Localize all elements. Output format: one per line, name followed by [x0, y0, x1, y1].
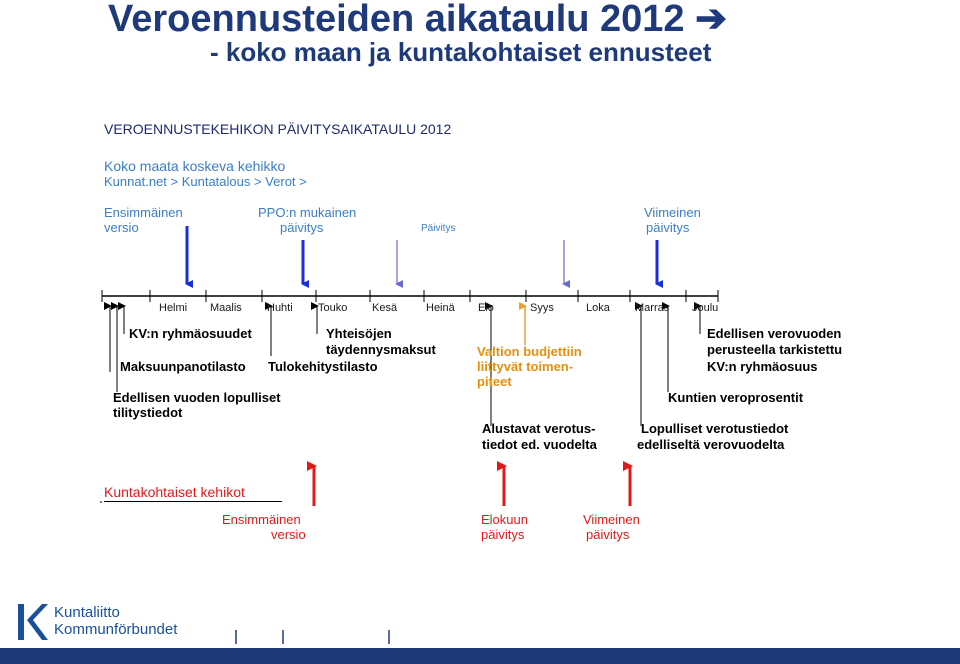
muni-last-2: päivitys [586, 527, 630, 542]
event-alustavat-2: tiedot ed. vuodelta [482, 437, 597, 452]
national-heading: Koko maata koskeva kehikko [104, 158, 286, 174]
event-lopulliset-1: Lopulliset verotustiedot [641, 421, 789, 436]
event-yhteisot-2: täydennysmaksut [326, 342, 436, 357]
muni-last-1: Viimeinen [583, 512, 640, 527]
event-yhteisot-1: Yhteisöjen [326, 326, 392, 341]
event-edellisen-3: KV:n ryhmäosuus [707, 359, 818, 374]
label-first-version-2: versio [104, 220, 139, 235]
month-label: Joulu [692, 302, 719, 314]
event-kuntien: Kuntien veroprosentit [668, 390, 804, 405]
muni-aug-2: päivitys [481, 527, 525, 542]
event-valtion-3: piteet [477, 374, 512, 389]
event-valtion-2: liittyvät toimen- [477, 359, 574, 374]
footer-band [0, 648, 960, 664]
national-path[interactable]: Kunnat.net > Kuntatalous > Verot > [104, 174, 307, 189]
kuntaliitto-logo-mark [18, 604, 48, 640]
page-subtitle: - koko maan ja kuntakohtaiset ennusteet [210, 37, 712, 67]
event-edellisen-1: Edellisen verovuoden [707, 326, 842, 341]
logo-line2: Kommunförbundet [54, 621, 178, 638]
month-label: Syys [530, 302, 554, 314]
label-last-1: Viimeinen [644, 205, 701, 220]
month-label: Helmi [159, 302, 188, 314]
muni-first-1: Ensimmäinen [222, 512, 301, 527]
event-alustavat-1: Alustavat verotus- [482, 421, 596, 436]
month-label: Heinä [426, 302, 455, 314]
event-prev-year-1: Edellisen vuoden lopulliset [113, 390, 281, 405]
municipal-heading: Kuntakohtaiset kehikot [104, 484, 282, 502]
logo-line1: Kuntaliitto [54, 604, 120, 621]
event-prev-year-2: tilitystiedot [113, 405, 183, 420]
month-label: Touko [318, 302, 348, 314]
label-update: Päivitys [421, 223, 456, 234]
section-title: VEROENNUSTEKEHIKON PÄIVITYSAIKATAULU 2012 [104, 121, 452, 137]
event-valtion-1: Valtion budjettiin [477, 344, 582, 359]
label-ppo-1: PPO:n mukainen [258, 205, 357, 220]
month-label: Huhti [267, 302, 293, 314]
event-tulokehitys: Tulokehitystilasto [268, 359, 378, 374]
month-label: Elo [478, 302, 494, 314]
month-label: Marras [635, 302, 670, 314]
label-last-2: päivitys [646, 220, 690, 235]
month-label: Kesä [372, 302, 398, 314]
page-title: Veroennusteiden aikataulu 2012 ➔ [108, 0, 727, 40]
event-edellisen-2: perusteella tarkistettu [707, 342, 843, 357]
label-ppo-2: päivitys [280, 220, 324, 235]
footer-separators [236, 630, 389, 644]
month-label: Loka [586, 302, 610, 314]
label-first-version-1: Ensimmäinen [104, 205, 183, 220]
muni-aug-1: Elokuun [481, 512, 528, 527]
month-label: Maalis [210, 302, 242, 314]
event-lopulliset-2: edelliseltä verovuodelta [637, 437, 785, 452]
event-kv-groups: KV:n ryhmäosuudet [129, 326, 252, 341]
muni-first-2: versio [271, 527, 306, 542]
arrow-right-icon: ➔ [695, 0, 727, 40]
event-maksuunpano: Maksuunpanotilasto [120, 359, 246, 374]
